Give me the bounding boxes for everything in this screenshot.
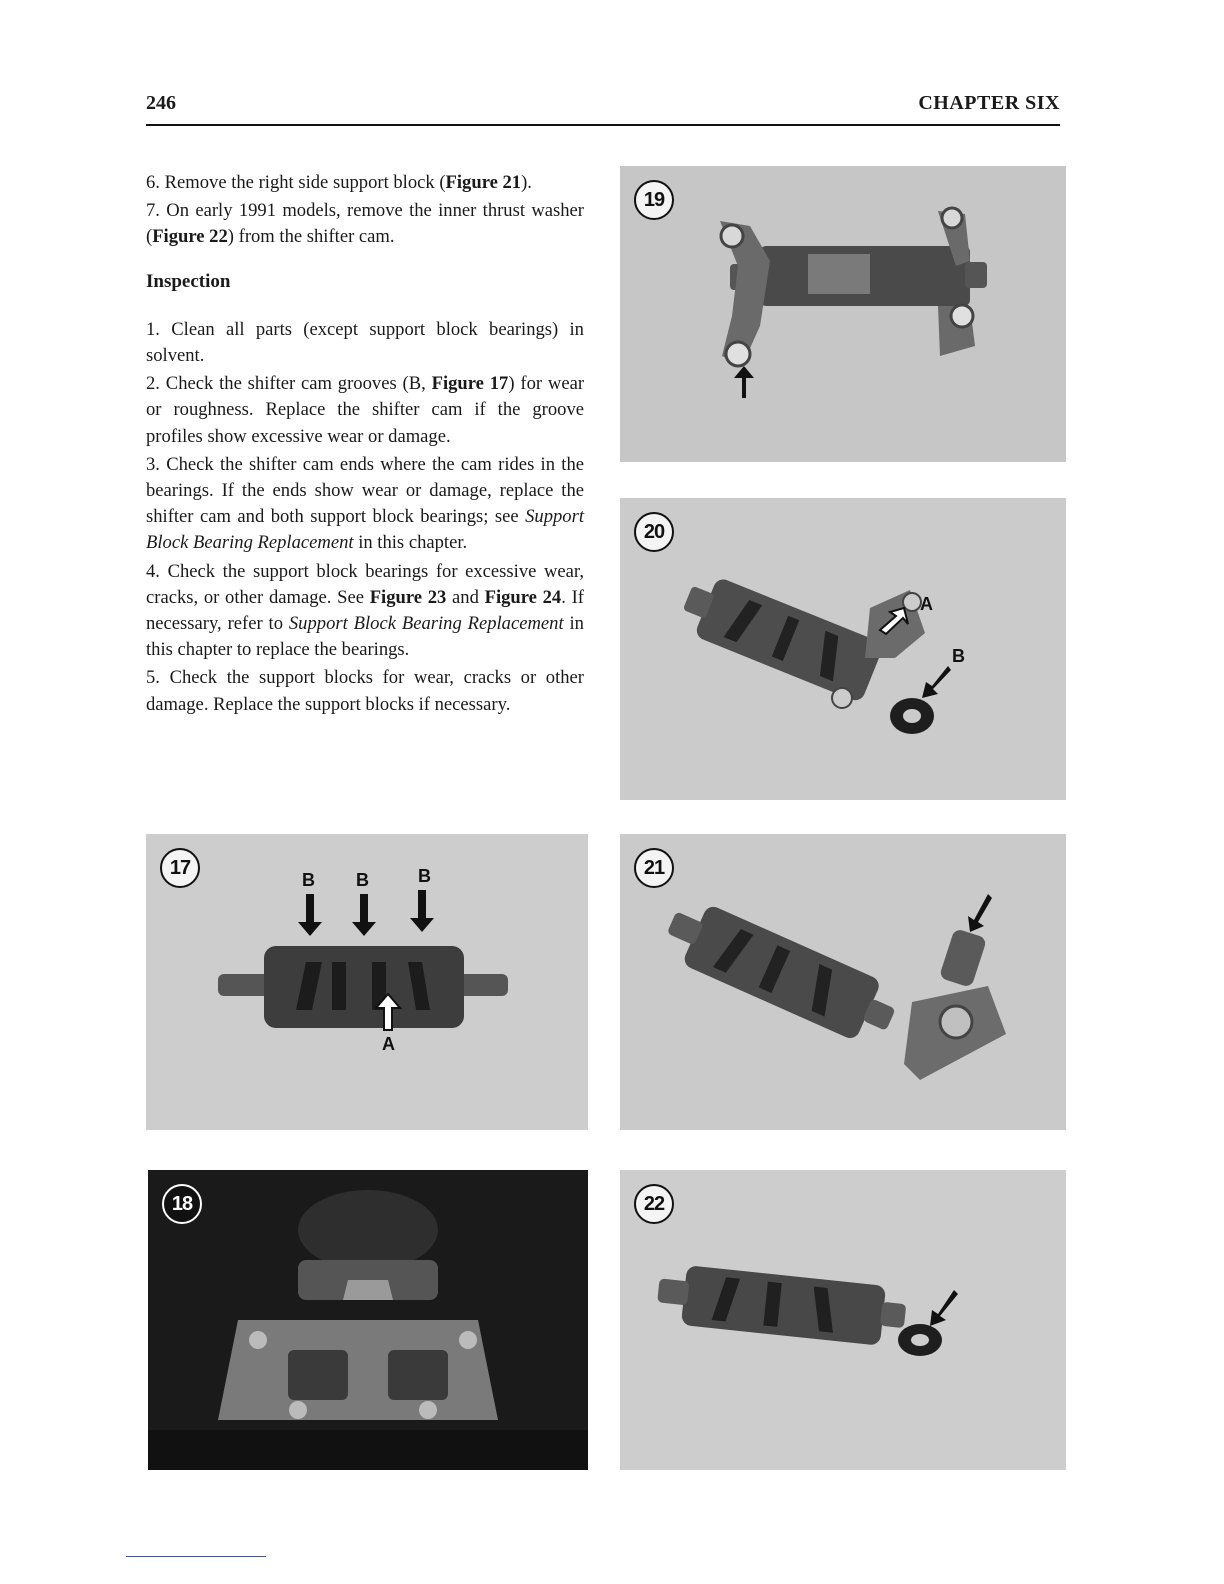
inspection-step-1: 1. Clean all parts (except support block bearings) in solvent.	[146, 318, 584, 367]
figure-22-badge: 22	[634, 1184, 674, 1224]
label-b: B	[952, 646, 965, 666]
section-heading: Inspection	[146, 270, 231, 292]
step-7: 7. On early 1991 models, remove the inner thrust washer (Figure 22) from the shifter cam.	[146, 200, 584, 248]
figure-19-badge: 19	[634, 180, 674, 220]
label-b: B	[356, 870, 369, 890]
engine-interior-illustration	[148, 1170, 588, 1470]
figure-17-badge: 17	[160, 848, 200, 888]
label-a: A	[920, 594, 933, 614]
figure-19-photo	[620, 166, 1066, 462]
figure-ref[interactable]: Figure 23	[369, 586, 447, 608]
figure-20-photo	[620, 498, 1066, 800]
shifter-cam-washer-illustration	[620, 498, 1066, 800]
text-column	[146, 170, 584, 720]
figure-ref[interactable]: Figure 17	[431, 373, 509, 395]
section-ref[interactable]: Support Block Bearing Replacement	[146, 506, 584, 554]
page-header	[146, 92, 1060, 126]
chapter-title: CHAPTER SIX	[918, 92, 1060, 114]
figure-18-badge: 18	[162, 1184, 202, 1224]
inspection-step-2: 2. Check the shifter cam grooves (B, Figure 17) for wear or roughness. Replace the shifter cam if the groove profiles show excessive wear or damage.	[146, 373, 585, 447]
shifter-assembly-illustration	[620, 166, 1066, 462]
shifter-cam-support-block-illustration	[620, 834, 1066, 1130]
figure-21-badge: 21	[634, 848, 674, 888]
step-6: 6. Remove the right side support block (Figure 21).	[146, 172, 532, 193]
label-a: A	[382, 1034, 395, 1054]
figure-17-photo	[146, 834, 588, 1130]
figure-ref[interactable]: Figure 24	[484, 586, 562, 608]
figure-22-photo	[620, 1170, 1066, 1470]
figure-20-badge: 20	[634, 512, 674, 552]
figure-ref[interactable]: Figure 21	[445, 172, 522, 193]
inspection-step-4: 4. Check the support block bearings for excessive wear, cracks, or other damage. See Figure 23 and Figure 24. If necessary, refer to Support Block Bearing Replacement in this chapter to replace the bearings.	[146, 560, 584, 661]
section-ref[interactable]: Support Block Bearing Replacement	[288, 613, 564, 635]
inspection-step-5: 5. Check the support blocks for wear, cracks or other damage. Replace the support blocks if necessary.	[146, 667, 584, 715]
page-number: 246	[146, 92, 176, 114]
shifter-cam-thrust-washer-illustration	[620, 1170, 1066, 1470]
figure-ref[interactable]: Figure 22	[152, 226, 228, 248]
label-b: B	[302, 870, 315, 890]
figure-18-photo	[148, 1170, 588, 1470]
footer-rule	[126, 1556, 266, 1557]
figure-21-photo	[620, 834, 1066, 1130]
inspection-step-3: 3. Check the shifter cam ends where the cam rides in the bearings. If the ends show wear or damage, replace the shifter cam and both support block bearings; see Support Block Bearing Replacement in this chapter.	[146, 453, 584, 554]
label-b: B	[418, 866, 431, 886]
